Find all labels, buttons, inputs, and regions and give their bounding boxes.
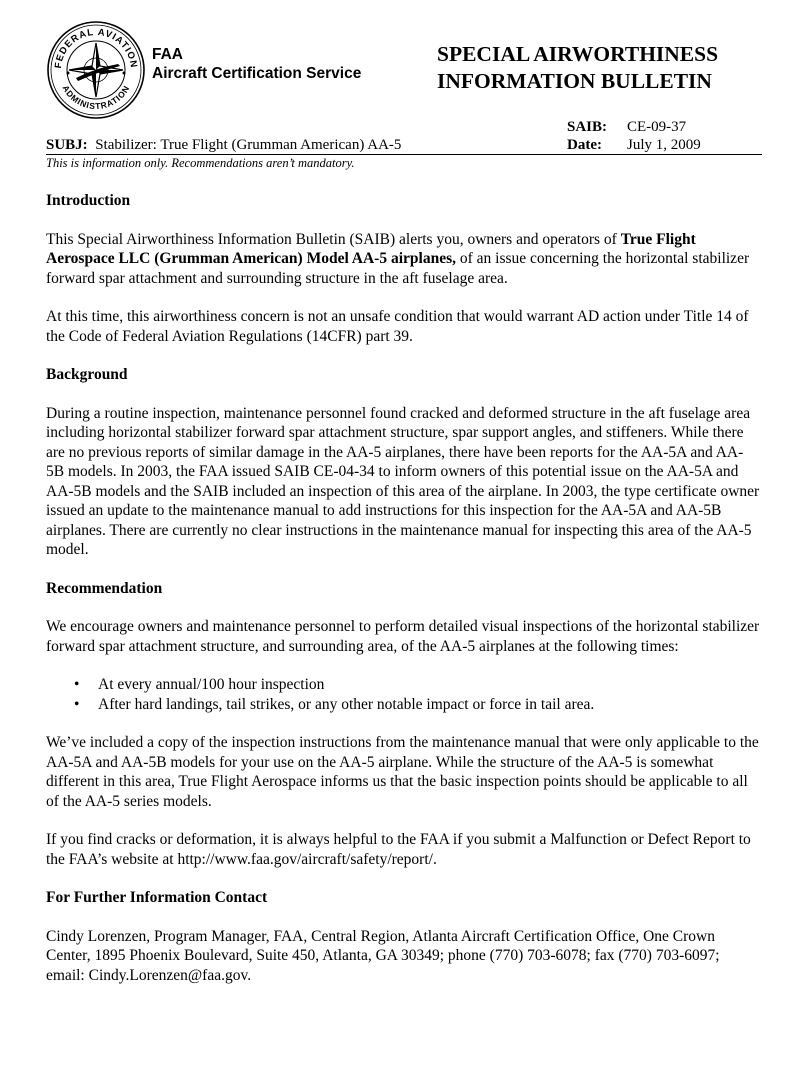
saib-label: SAIB:: [567, 119, 608, 135]
intro-text-a: This Special Airworthiness Information Bulletin (SAIB) alerts you, owners and operators of: [46, 230, 621, 248]
intro-paragraph-1: [46, 230, 760, 289]
faa-seal-logo: [46, 20, 146, 120]
recommendation-paragraph-2: We’ve included a copy of the inspection instructions from the maintenance manual that were only applicable to the AA-5A and AA-5B models for your use on the AA-5 airplane. While the structure of the AA-5 is somewhat different in this area, True Flight Aerospace informs us that the basic inspection points should be applicable to all of the AA-5 series models.: [46, 734, 759, 810]
heading-contact: For Further Information Contact: [46, 889, 268, 906]
recommendation-paragraph-1: We encourage owners and maintenance personnel to perform detailed visual inspections of the horizontal stabilizer forward spar attachment structure, and surrounding area, of the AA-5 airplanes at the following times:: [46, 618, 760, 655]
heading-introduction: Introduction: [46, 192, 131, 209]
svg-text:ADMINISTRATION: ADMINISTRATION: [60, 83, 132, 112]
background-paragraph: During a routine inspection, maintenance personnel found cracked and deformed structure in the aft fuselage area including horizontal stabilizer forward spar attachment structure, spar support angles, and stiffeners. While there are no previous reports of similar damage in the AA-5 airplanes, there have been reports for the AA-5A and AA-5B models. In 2003, the FAA issued SAIB CE-04-34 to inform owners of this potential issue on the AA-5A and AA-5B models and the SAIB included an inspection of this area of the airplane. In 2003, the type certificate owner issued an update to the maintenance manual to add instructions for this inspection for the AA-5A and AA-5B airplanes. There are currently no clear instructions in the maintenance manual for inspecting this area of the AA-5 model.: [46, 404, 760, 558]
date-value: July 1, 2009: [627, 137, 701, 153]
heading-recommendation: Recommendation: [46, 579, 163, 597]
subject-value: Stabilizer: True Flight (Grumman American) AA-5: [95, 137, 402, 153]
subject-line: [46, 136, 401, 154]
list-item: • After hard landings, tail strikes, or any other notable impact or force in tail area.: [98, 695, 760, 715]
bulletin-title-line-1: SPECIAL AIRWORTHINESS: [437, 42, 719, 66]
contact-paragraph: Cindy Lorenzen, Program Manager, FAA, Central Region, Atlanta Aircraft Certification Office, One Crown Center, 1895 Phoenix Boulevard, Suite 450, Atlanta, GA 30349; phone (770) 703-6078; fax (770) 703-6097; email: Cindy.Lorenzen@faa.gov.: [46, 927, 720, 984]
subject-label: SUBJ:: [46, 137, 88, 153]
agency-line-2: Aircraft Certification Service: [152, 65, 362, 82]
inspection-times-list: [46, 675, 760, 714]
saib-value: CE-09-37: [627, 119, 687, 135]
agency-line-1: FAA: [152, 46, 183, 63]
heading-background: Background: [46, 366, 128, 383]
bulletin-date: [567, 136, 701, 154]
intro-text-bold: True Flight Aerospace LLC (Grumman American) Model AA-5 airplanes,: [46, 230, 696, 267]
svg-text:FEDERAL AVIATION: FEDERAL AVIATION: [52, 26, 140, 70]
list-item: • At every annual/100 hour inspection: [98, 675, 760, 695]
saib-number: [567, 118, 686, 136]
bulletin-body: [46, 191, 760, 1004]
agency-name: [152, 45, 361, 83]
intro-paragraph-2: At this time, this airworthiness concern is not an unsafe condition that would warrant AD action under Title 14 of the Code of Federal Aviation Regulations (14CFR) part 39.: [46, 308, 749, 345]
bulletin-title-line-2: INFORMATION BULLETIN: [437, 69, 712, 93]
recommendation-paragraph-3: If you find cracks or deformation, it is always helpful to the FAA if you submit a Malfunction or Defect Report to the FAA’s website at http://www.faa.gov/aircraft/safety/report/.: [46, 831, 751, 868]
intro-text-b: of an issue concerning the horizontal stabilizer forward spar attachment and surrounding structure in the aft fuselage area.: [46, 250, 750, 287]
header-rule: [46, 154, 762, 155]
bulletin-title: [437, 41, 718, 95]
date-label: Date:: [567, 137, 602, 153]
disclaimer: This is information only. Recommendations aren’t mandatory.: [46, 156, 355, 170]
